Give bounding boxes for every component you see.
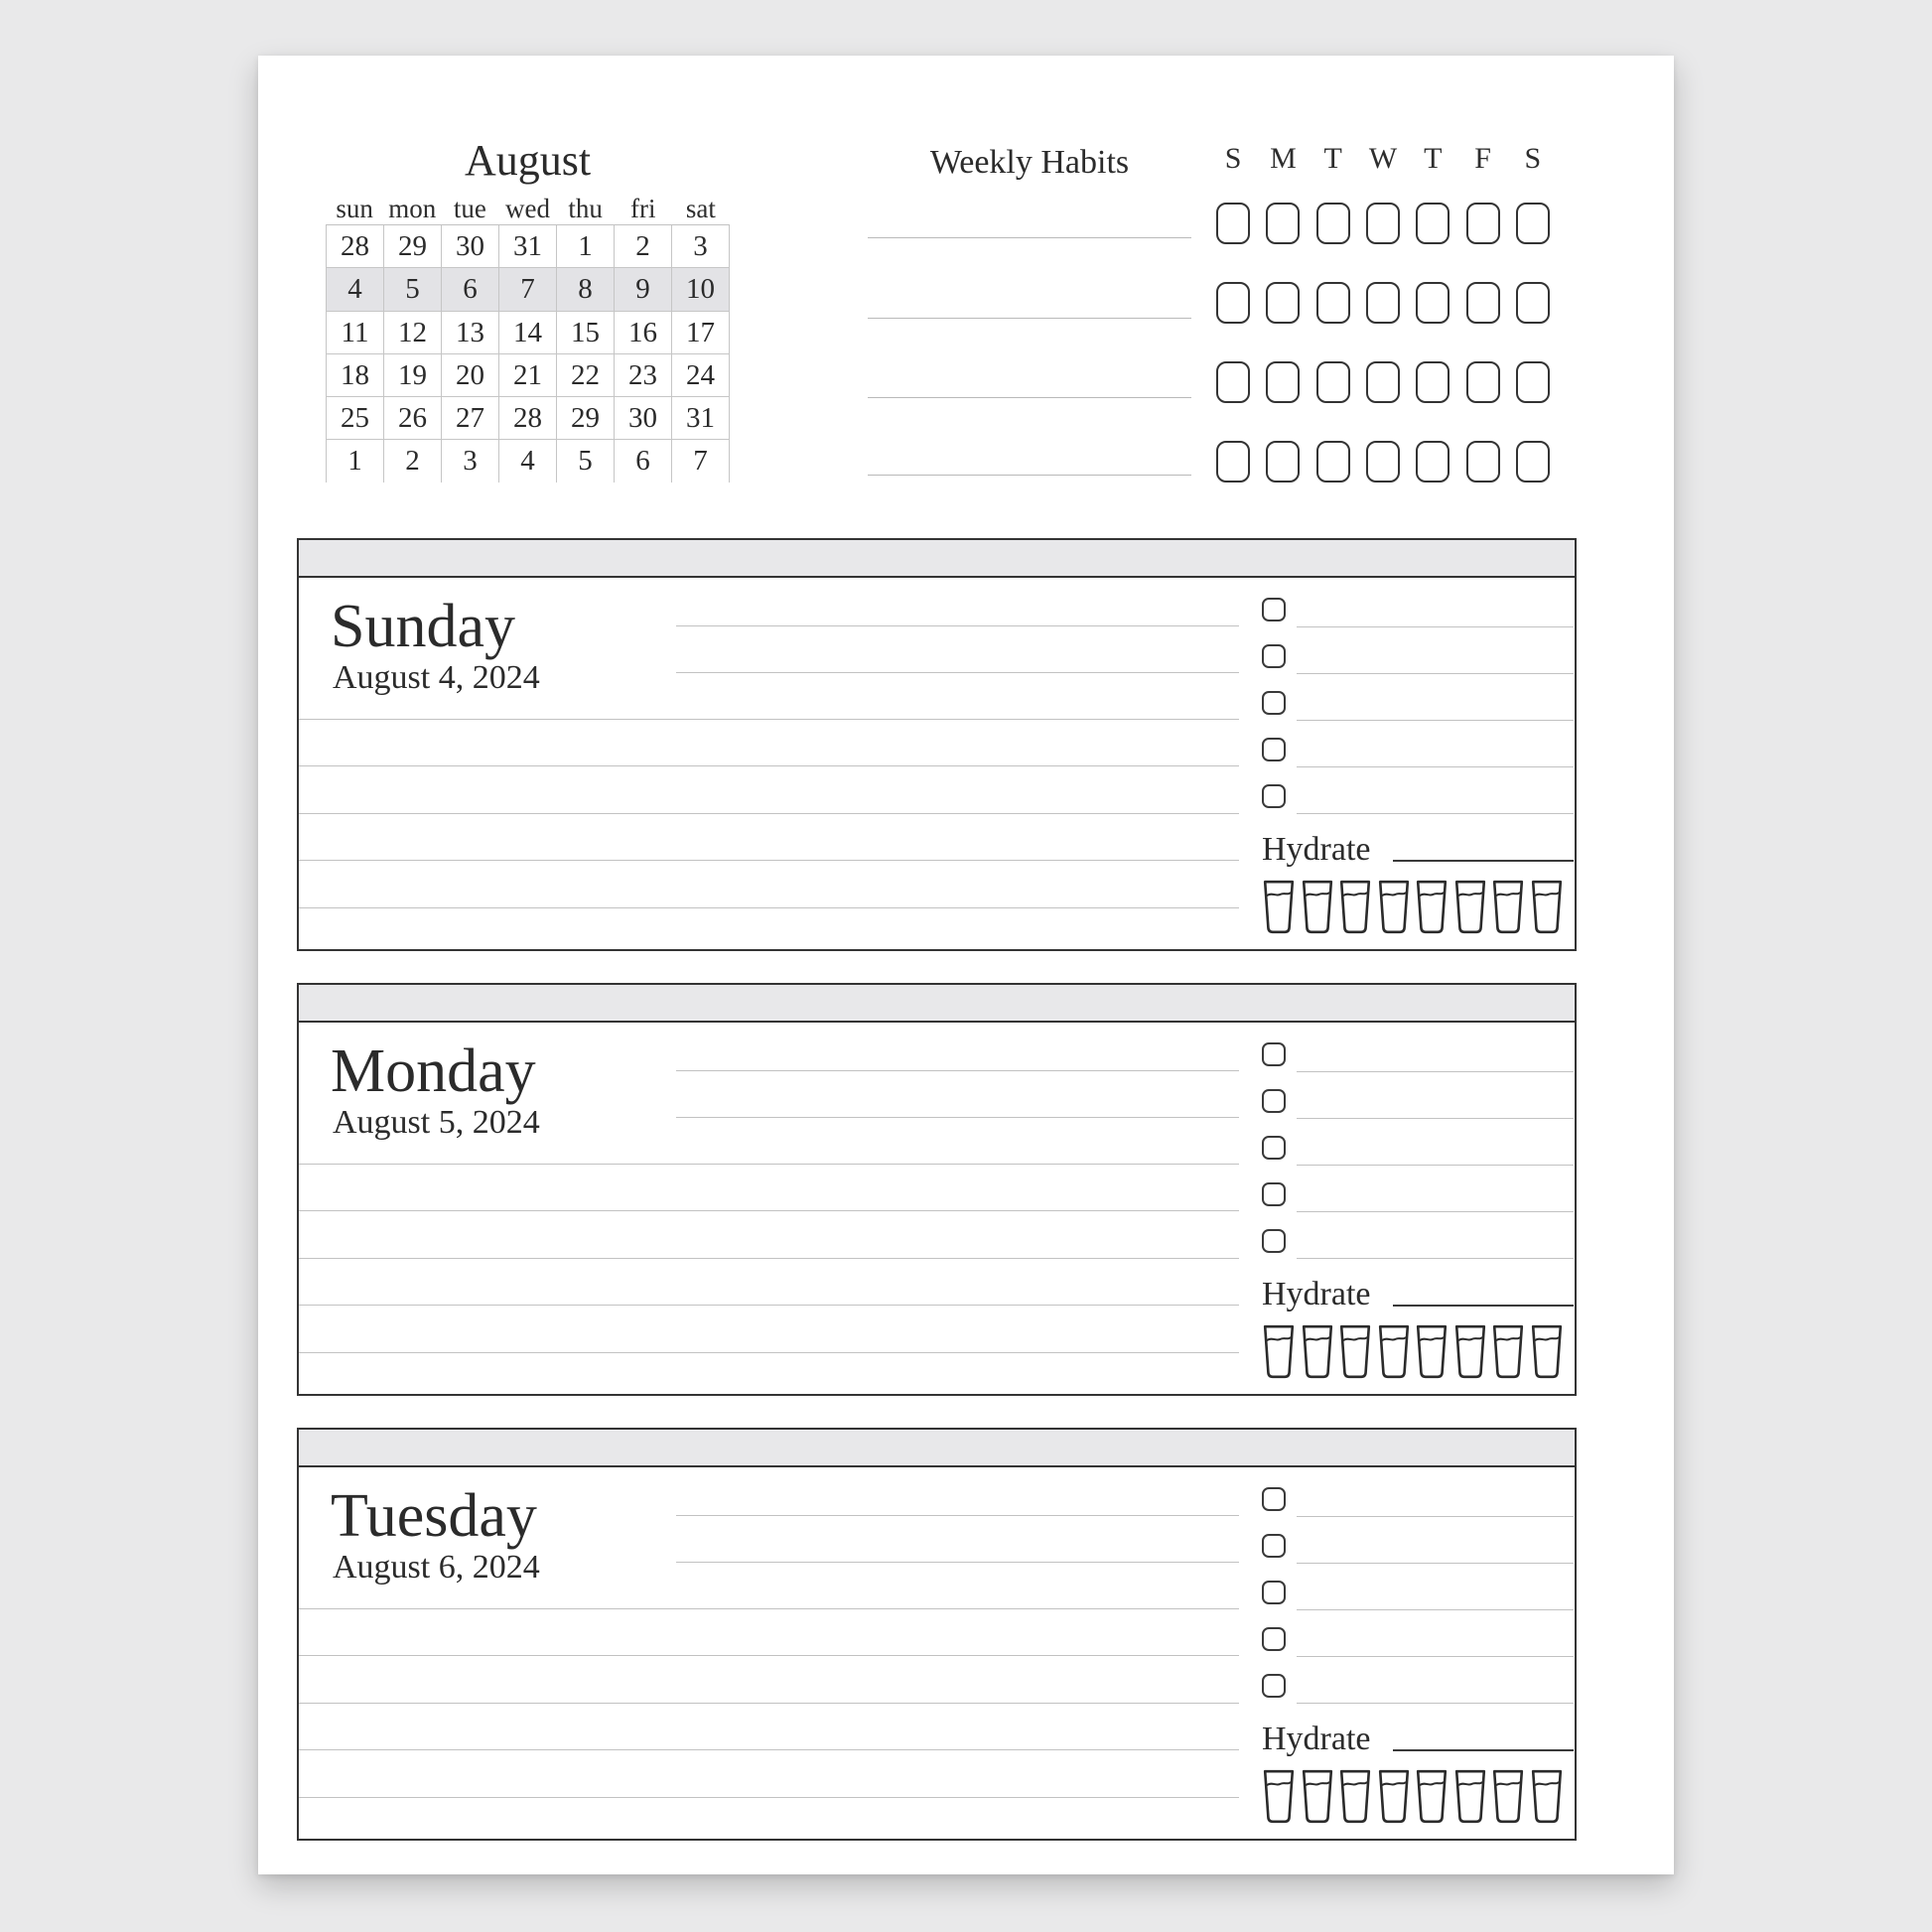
note-line[interactable]: [676, 1070, 1239, 1071]
task-checkbox[interactable]: [1262, 738, 1286, 761]
calendar-day: 7: [499, 268, 557, 310]
habit-tracker-row: [1208, 361, 1558, 403]
calendar-day: 5: [557, 440, 615, 482]
calendar-day: 3: [672, 225, 730, 267]
habit-day-letter: F: [1474, 142, 1491, 175]
note-line[interactable]: [676, 672, 1239, 673]
water-glass-icon[interactable]: [1491, 1323, 1525, 1380]
calendar-day: 29: [384, 225, 442, 267]
habit-day-letter: S: [1224, 142, 1242, 175]
calendar-day: 18: [326, 354, 384, 396]
habit-checkbox[interactable]: [1466, 361, 1500, 403]
habit-day-letter: S: [1524, 142, 1542, 175]
habit-name-line[interactable]: [868, 237, 1191, 238]
calendar-day: 29: [557, 397, 615, 439]
calendar-day: 3: [442, 440, 499, 482]
habit-day-letter: W: [1368, 142, 1398, 175]
task-checkbox[interactable]: [1262, 1581, 1286, 1604]
day-date: August 5, 2024: [333, 1104, 540, 1141]
water-glass-icon[interactable]: [1377, 1768, 1411, 1825]
water-glass-icon[interactable]: [1530, 1323, 1564, 1380]
habit-checkbox[interactable]: [1516, 361, 1550, 403]
task-checkbox[interactable]: [1262, 1136, 1286, 1160]
task-line[interactable]: [1297, 813, 1574, 814]
habit-checkbox[interactable]: [1516, 441, 1550, 483]
task-checkbox[interactable]: [1262, 1089, 1286, 1113]
calendar-day: 1: [557, 225, 615, 267]
calendar-day: 24: [672, 354, 730, 396]
task-checkbox[interactable]: [1262, 644, 1286, 668]
task-checkbox[interactable]: [1262, 691, 1286, 715]
hydrate-line[interactable]: [1393, 860, 1574, 862]
calendar-day: 20: [442, 354, 499, 396]
task-line[interactable]: [1297, 673, 1574, 674]
habit-checkbox[interactable]: [1266, 203, 1300, 244]
task-line[interactable]: [1297, 1563, 1574, 1564]
day-panel-tuesday: [297, 1428, 1577, 1841]
hydrate-tracker: [1262, 879, 1564, 935]
note-line[interactable]: [299, 1749, 1239, 1750]
day-panel-monday: [297, 983, 1577, 1396]
calendar-day: 2: [615, 225, 672, 267]
day-title: Tuesday: [331, 1482, 537, 1550]
calendar-month-title: August: [464, 136, 592, 185]
habit-name-line[interactable]: [868, 397, 1191, 398]
water-glass-icon[interactable]: [1262, 879, 1296, 935]
task-checkbox[interactable]: [1262, 1229, 1286, 1253]
task-line[interactable]: [1297, 1656, 1574, 1657]
task-line[interactable]: [1297, 1258, 1574, 1259]
habit-checkbox[interactable]: [1316, 203, 1350, 244]
calendar-day: 4: [499, 440, 557, 482]
calendar-weekday: sat: [685, 194, 716, 223]
water-glass-icon[interactable]: [1491, 879, 1525, 935]
note-line[interactable]: [299, 1258, 1239, 1259]
hydrate-label: Hydrate: [1262, 831, 1371, 868]
calendar-day: 7: [672, 440, 730, 482]
habit-checkbox[interactable]: [1416, 282, 1449, 324]
calendar-day: 22: [557, 354, 615, 396]
task-checkbox[interactable]: [1262, 1487, 1286, 1511]
habit-day-letter: T: [1323, 142, 1342, 175]
task-checkbox[interactable]: [1262, 1042, 1286, 1066]
task-checkbox[interactable]: [1262, 1627, 1286, 1651]
water-glass-icon[interactable]: [1453, 879, 1487, 935]
water-glass-icon[interactable]: [1491, 1768, 1525, 1825]
calendar-day: 28: [499, 397, 557, 439]
hydrate-line[interactable]: [1393, 1749, 1574, 1751]
task-line[interactable]: [1297, 626, 1574, 627]
calendar-weekday: mon: [388, 194, 437, 223]
task-checkbox[interactable]: [1262, 1182, 1286, 1206]
calendar-week-row: [326, 225, 730, 268]
calendar-weekday: fri: [630, 194, 656, 223]
task-line[interactable]: [1297, 1118, 1574, 1119]
habit-checkbox[interactable]: [1466, 441, 1500, 483]
water-glass-icon[interactable]: [1530, 879, 1564, 935]
calendar-day: 21: [499, 354, 557, 396]
water-glass-icon[interactable]: [1415, 1768, 1449, 1825]
habit-checkbox[interactable]: [1416, 441, 1449, 483]
habit-checkbox[interactable]: [1266, 282, 1300, 324]
water-glass-icon[interactable]: [1301, 1768, 1334, 1825]
calendar-week-row: [326, 354, 730, 397]
note-line[interactable]: [299, 765, 1239, 766]
note-line[interactable]: [676, 625, 1239, 626]
habit-day-letters: [1208, 141, 1558, 177]
calendar-weekday: thu: [568, 194, 603, 223]
calendar-weekday: tue: [453, 194, 486, 223]
note-line[interactable]: [299, 1655, 1239, 1656]
calendar-day: 25: [326, 397, 384, 439]
note-line[interactable]: [299, 860, 1239, 861]
calendar-weekday: sun: [336, 194, 373, 223]
habit-checkbox[interactable]: [1316, 441, 1350, 483]
calendar-day: 11: [326, 312, 384, 353]
task-checkbox[interactable]: [1262, 1674, 1286, 1698]
calendar-week-row: [326, 440, 730, 482]
calendar-day: 31: [499, 225, 557, 267]
calendar-week-row: [326, 312, 730, 354]
water-glass-icon[interactable]: [1415, 1323, 1449, 1380]
calendar-day: 26: [384, 397, 442, 439]
habit-checkbox[interactable]: [1466, 282, 1500, 324]
habit-checkbox[interactable]: [1466, 203, 1500, 244]
note-line[interactable]: [299, 1703, 1239, 1704]
task-line[interactable]: [1297, 1165, 1574, 1166]
note-line[interactable]: [299, 813, 1239, 814]
water-glass-icon[interactable]: [1415, 879, 1449, 935]
water-glass-icon[interactable]: [1377, 879, 1411, 935]
calendar-week-row-current: [326, 268, 730, 311]
calendar-day: 8: [557, 268, 615, 310]
calendar-weekday: wed: [505, 194, 550, 223]
day-panel-header-bar: [299, 540, 1575, 578]
habit-tracker-row: [1208, 282, 1558, 324]
habit-name-line[interactable]: [868, 318, 1191, 319]
task-line[interactable]: [1297, 1071, 1574, 1072]
habit-checkbox[interactable]: [1316, 282, 1350, 324]
habit-checkbox[interactable]: [1416, 361, 1449, 403]
water-glass-icon[interactable]: [1262, 1323, 1296, 1380]
day-panel-header-bar: [299, 1430, 1575, 1467]
habit-checkbox[interactable]: [1216, 441, 1250, 483]
note-line[interactable]: [299, 1352, 1239, 1353]
day-title: Monday: [331, 1037, 536, 1105]
water-glass-icon[interactable]: [1262, 1768, 1296, 1825]
calendar-day: 10: [672, 268, 730, 310]
habit-checkbox[interactable]: [1216, 203, 1250, 244]
note-line[interactable]: [676, 1515, 1239, 1516]
note-line[interactable]: [299, 1164, 1239, 1165]
day-title: Sunday: [331, 593, 515, 660]
calendar-day: 12: [384, 312, 442, 353]
note-line[interactable]: [299, 1305, 1239, 1306]
habit-checkbox[interactable]: [1366, 282, 1400, 324]
calendar-day: 9: [615, 268, 672, 310]
task-line[interactable]: [1297, 1211, 1574, 1212]
calendar-day: 16: [615, 312, 672, 353]
note-line[interactable]: [299, 907, 1239, 908]
note-line[interactable]: [676, 1562, 1239, 1563]
calendar-day: 17: [672, 312, 730, 353]
planner-page: [258, 56, 1674, 1874]
calendar-day: 1: [326, 440, 384, 482]
hydrate-label: Hydrate: [1262, 1721, 1371, 1757]
calendar-day: 31: [672, 397, 730, 439]
calendar-day: 13: [442, 312, 499, 353]
habit-checkbox[interactable]: [1416, 203, 1449, 244]
water-glass-icon[interactable]: [1453, 1323, 1487, 1380]
water-glass-icon[interactable]: [1338, 1768, 1372, 1825]
day-panel-header-bar: [299, 985, 1575, 1023]
weekly-habits-title: Weekly Habits: [929, 144, 1130, 181]
habit-day-letter: M: [1270, 142, 1297, 175]
habit-tracker-row: [1208, 203, 1558, 244]
water-glass-icon[interactable]: [1377, 1323, 1411, 1380]
water-glass-icon[interactable]: [1453, 1768, 1487, 1825]
water-glass-icon[interactable]: [1530, 1768, 1564, 1825]
habit-checkbox[interactable]: [1366, 441, 1400, 483]
task-line[interactable]: [1297, 720, 1574, 721]
calendar-day: 23: [615, 354, 672, 396]
habit-checkbox[interactable]: [1266, 361, 1300, 403]
task-line[interactable]: [1297, 1609, 1574, 1610]
hydrate-tracker: [1262, 1323, 1564, 1380]
habit-tracker-row: [1208, 441, 1558, 483]
day-date: August 6, 2024: [333, 1549, 540, 1586]
task-line[interactable]: [1297, 1516, 1574, 1517]
habit-checkbox[interactable]: [1216, 282, 1250, 324]
task-checkbox[interactable]: [1262, 1534, 1286, 1558]
calendar-day: 30: [615, 397, 672, 439]
calendar-day: 28: [326, 225, 384, 267]
day-date: August 4, 2024: [333, 659, 540, 696]
water-glass-icon[interactable]: [1338, 1323, 1372, 1380]
calendar-day: 2: [384, 440, 442, 482]
task-checkbox[interactable]: [1262, 784, 1286, 808]
calendar-day: 4: [326, 268, 384, 310]
task-line[interactable]: [1297, 1703, 1574, 1704]
habit-day-letter: T: [1424, 142, 1443, 175]
water-glass-icon[interactable]: [1301, 879, 1334, 935]
calendar-day: 14: [499, 312, 557, 353]
hydrate-label: Hydrate: [1262, 1276, 1371, 1312]
hydrate-line[interactable]: [1393, 1305, 1574, 1307]
habit-checkbox[interactable]: [1366, 361, 1400, 403]
habit-checkbox[interactable]: [1316, 361, 1350, 403]
note-line[interactable]: [299, 1797, 1239, 1798]
task-line[interactable]: [1297, 766, 1574, 767]
calendar-day: 6: [615, 440, 672, 482]
calendar-week-row: [326, 397, 730, 440]
water-glass-icon[interactable]: [1338, 879, 1372, 935]
note-line[interactable]: [299, 1608, 1239, 1609]
habit-name-line[interactable]: [868, 475, 1191, 476]
calendar-day: 30: [442, 225, 499, 267]
calendar-day: 5: [384, 268, 442, 310]
hydrate-tracker: [1262, 1768, 1564, 1825]
calendar-weekday-header: [326, 195, 730, 225]
habit-checkbox[interactable]: [1516, 282, 1550, 324]
habit-checkbox[interactable]: [1216, 361, 1250, 403]
calendar-day: 19: [384, 354, 442, 396]
mini-calendar: [326, 195, 730, 483]
habit-checkbox[interactable]: [1266, 441, 1300, 483]
habit-checkbox[interactable]: [1366, 203, 1400, 244]
note-line[interactable]: [676, 1117, 1239, 1118]
calendar-day: 27: [442, 397, 499, 439]
habit-checkbox[interactable]: [1516, 203, 1550, 244]
note-line[interactable]: [299, 719, 1239, 720]
calendar-day: 6: [442, 268, 499, 310]
water-glass-icon[interactable]: [1301, 1323, 1334, 1380]
day-panel-sunday: [297, 538, 1577, 951]
task-checkbox[interactable]: [1262, 598, 1286, 621]
calendar-day: 15: [557, 312, 615, 353]
note-line[interactable]: [299, 1210, 1239, 1211]
